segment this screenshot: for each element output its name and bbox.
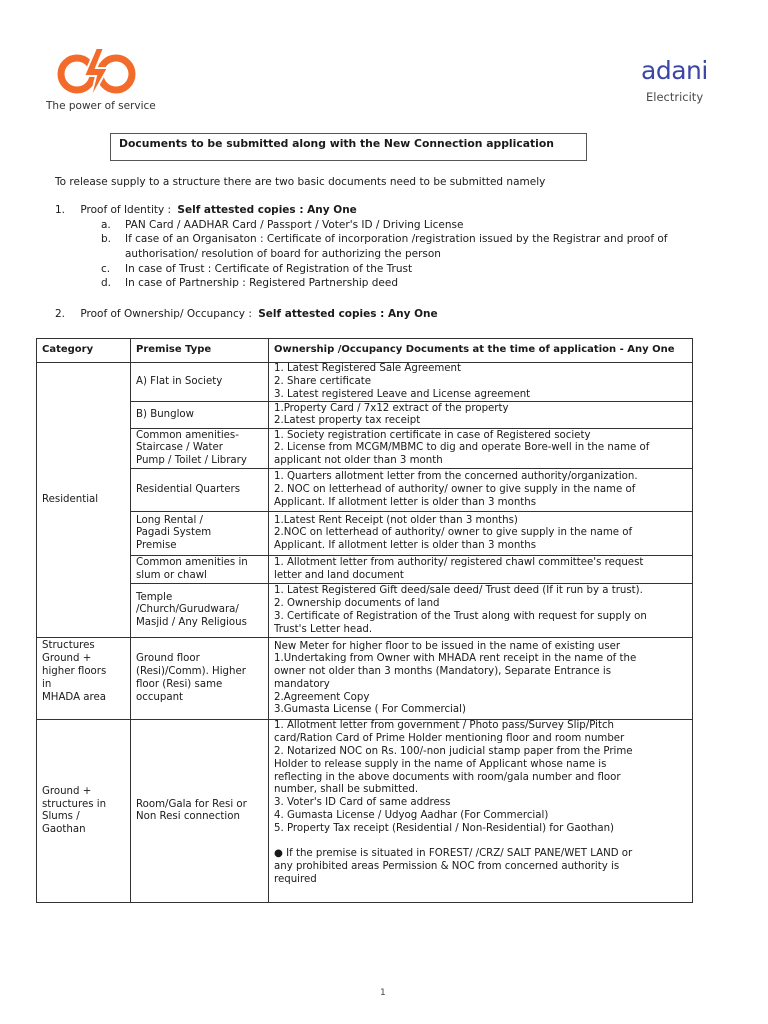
list-item-continued: authorisation/ resolution of board for authorizing the person [125, 248, 441, 260]
docs-cell: 1.Latest Rent Receipt (not older than 3 months) 2.NOC on letterhead of authority/ owner to give supply in the name of Applicant. If allotment letter is older than 3 months [269, 512, 693, 556]
section2-bold: Self attested copies : Any One [258, 308, 438, 320]
brand-tagline: The power of service [46, 100, 156, 112]
docs-cell: 1. Allotment letter from authority/ registered chawl committee's request letter and land document [269, 556, 693, 584]
section2-label: Proof of Ownership/ Occupancy : [80, 308, 252, 320]
section2-heading [55, 308, 438, 320]
table-row [37, 402, 693, 429]
category-residential: Residential [37, 363, 131, 638]
premise-cell: B) Bunglow [131, 402, 269, 429]
docs-cell: 1. Latest Registered Sale Agreement 2. Share certificate 3. Latest registered Leave and License agreement [269, 363, 693, 402]
documents-table [36, 338, 693, 903]
table-row [37, 584, 693, 638]
document-title: Documents to be submitted along with the New Connection application [119, 137, 554, 150]
section1-label: Proof of Identity : [80, 204, 172, 216]
list-item: d. In case of Partnership : Registered Partnership deed [101, 277, 399, 289]
premise-cell: Temple /Church/Gurudwara/ Masjid / Any Religious [131, 584, 269, 638]
premise-cell: Residential Quarters [131, 469, 269, 512]
docs-cell: New Meter for higher floor to be issued in the name of existing user 1.Undertaking from Owner with MHADA rent receipt in the name of the owner not older than 3 months (Mandatory), Separate Entrance is mandatory 2.Agreement Copy 3.Gumasta License ( For Commercial) [269, 638, 693, 720]
category-mhada: Structures Ground + higher floors in MHADA area [37, 638, 131, 720]
list-item: c. In case of Trust : Certificate of Registration of the Trust [101, 263, 413, 275]
table-row [37, 363, 693, 402]
premise-cell: Long Rental / Pagadi System Premise [131, 512, 269, 556]
table-row [37, 556, 693, 584]
table-header-row [37, 339, 693, 363]
table-row [37, 638, 693, 720]
premise-cell: Common amenities- Staircase / Water Pump / Toilet / Library [131, 429, 269, 469]
premise-cell: Common amenities in slum or chawl [131, 556, 269, 584]
header-premise-type: Premise Type [131, 339, 269, 363]
docs-cell: 1. Allotment letter from government / Photo pass/Survey Slip/Pitch card/Ration Card of Prime Holder mentioning floor and room number 2. Notarized NOC on Rs. 100/-non judicial stamp paper from the Prime Holder to release supply in the name of Applicant whose name is reflecting in the above documents with room/gala number and floor number, shall be submitted. 3. Voter's ID Card of same address 4. Gumasta License / Udyog Aadhar (For Commercial) 5. Property Tax receipt (Residential / Non-Residential) for Gaothan) ● If the premise is situated in FOREST/ /CRZ/ SALT PANE/WET LAND or any prohibited areas Permission & NOC from concerned authority is required [269, 720, 693, 903]
table-row [37, 469, 693, 512]
docs-cell: 1.Property Card / 7x12 extract of the property 2.Latest property tax receipt [269, 402, 693, 429]
intro-text: To release supply to a structure there are two basic documents need to be submitted namely [55, 176, 546, 188]
list-item: b. If case of an Organisaton : Certificate of incorporation /registration issued by the Registrar and proof of [101, 233, 668, 245]
section1-bold: Self attested copies : Any One [177, 204, 357, 216]
document-title-box [110, 133, 587, 161]
header-documents: Ownership /Occupancy Documents at the time of application - Any One [269, 339, 693, 363]
page-number: 1 [380, 988, 386, 998]
section1-heading [55, 204, 357, 216]
table-row [37, 429, 693, 469]
table-row [37, 720, 693, 903]
header-category: Category [37, 339, 131, 363]
section2-num: 2. [55, 308, 66, 320]
list-item: a. PAN Card / AADHAR Card / Passport / Voter's ID / Driving License [101, 219, 464, 231]
docs-cell: 1. Latest Registered Gift deed/sale deed/ Trust deed (If it run by a trust). 2. Ownership documents of land 3. Certificate of Registration of the Trust along with request for supply on Trust's Letter head. [269, 584, 693, 638]
docs-cell: 1. Quarters allotment letter from the concerned authority/organization. 2. NOC on letterhead of authority/ owner to give supply in the name of Applicant. If allotment letter is older than 3 months [269, 469, 693, 512]
section1-num: 1. [55, 204, 66, 216]
adani-division: Electricity [646, 90, 704, 104]
table-row [37, 512, 693, 556]
docs-cell: 1. Society registration certificate in case of Registered society 2. License from MCGM/MBMC to dig and operate Bore-well in the name of applicant not older than 3 month [269, 429, 693, 469]
premise-cell: A) Flat in Society [131, 363, 269, 402]
premise-cell: Room/Gala for Resi or Non Resi connection [131, 720, 269, 903]
adani-logo: adani [641, 56, 708, 85]
category-slums: Ground + structures in Slums / Gaothan [37, 720, 131, 903]
premise-cell: Ground floor (Resi)/Comm). Higher floor (Resi) same occupant [131, 638, 269, 720]
